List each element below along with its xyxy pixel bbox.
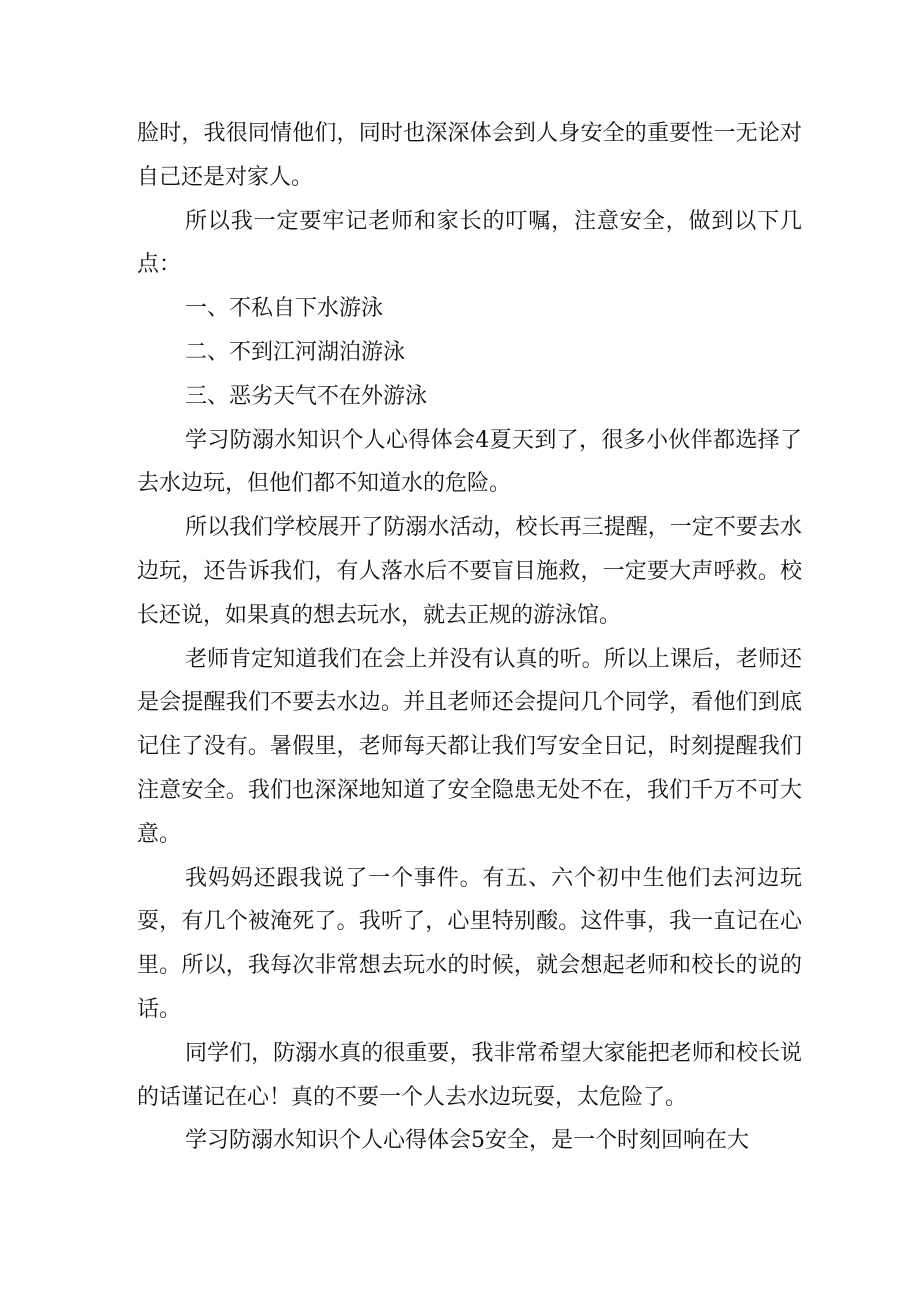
paragraph-2: 所以我一定要牢记老师和家长的叮嘱，注意安全，做到以下几点： bbox=[137, 208, 802, 278]
list-item-1: 一、不私自下水游泳 bbox=[185, 296, 384, 322]
paragraph-8: 学习防溺水知识个人心得体会5安全，是一个时刻回响在大 bbox=[185, 1128, 749, 1154]
paragraph-5: 老师肯定知道我们在会上并没有认真的听。所以上课后，老师还是会提醒我们不要去水边。并且老师还会提问几个同学，看他们到底记住了没有。暑假里，老师每天都让我们写安全日记，时刻提醒我们注意安全。我们也深深地知道了安全隐患无处不在，我们千万不可大意。 bbox=[137, 646, 802, 847]
paragraph-1: 脸时，我很同情他们，同时也深深体会到人身安全的重要性一无论对自己还是对家人。 bbox=[137, 121, 802, 190]
list-item-3: 三、恶劣天气不在外游泳 bbox=[185, 383, 428, 409]
paragraph-4: 所以我们学校展开了防溺水活动，校长再三提醒，一定不要去水边玩，还告诉我们，有人落水后不要盲目施救，一定要大声呼救。校长还说，如果真的想去玩水，就去正规的游泳馆。 bbox=[137, 515, 802, 628]
paragraph-6: 我妈妈还跟我说了一个事件。有五、六个初中生他们去河边玩耍，有几个被淹死了。我听了，心里特别酸。这件事，我一直记在心里。所以，我每次非常想去玩水的时候，就会想起老师和校长的说的话。 bbox=[137, 865, 802, 1022]
paragraph-3: 学习防溺水知识个人心得体会4夏天到了，很多小伙伴都选择了去水边玩，但他们都不知道水的危险。 bbox=[137, 427, 802, 497]
list-item-2: 二、不到江河湖泊游泳 bbox=[185, 339, 406, 365]
paragraph-7: 同学们，防溺水真的很重要，我非常希望大家能把老师和校长说的话谨记在心！真的不要一个人去水边玩耍，太危险了。 bbox=[137, 1040, 802, 1110]
